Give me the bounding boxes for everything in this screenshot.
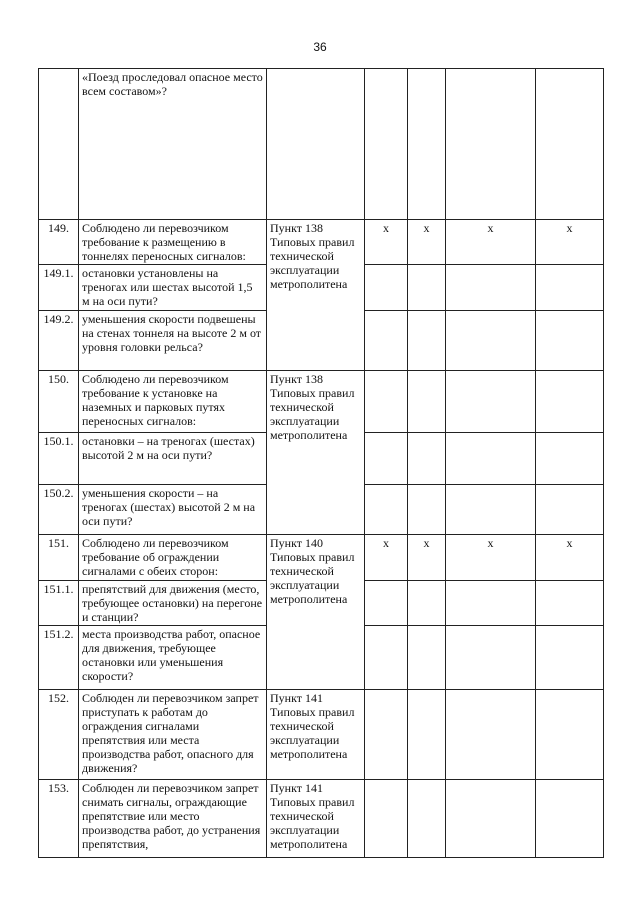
mark-cell (446, 311, 536, 371)
mark-cell: x (446, 220, 536, 265)
mark-cell (446, 69, 536, 220)
legal-basis: Пункт 141 Типовых правил технической эксплуатации метрополитена (267, 780, 365, 858)
mark-cell (536, 626, 604, 690)
mark-cell (408, 433, 446, 485)
mark-cell: x (446, 535, 536, 581)
mark-cell (446, 485, 536, 535)
mark-cell (408, 626, 446, 690)
mark-cell: x (536, 535, 604, 581)
row-number: 150.1. (39, 433, 79, 485)
mark-cell (408, 265, 446, 311)
mark-cell (536, 69, 604, 220)
mark-cell (446, 433, 536, 485)
mark-cell (536, 581, 604, 626)
checklist-table (38, 68, 604, 858)
mark-cell (536, 485, 604, 535)
mark-cell (408, 69, 446, 220)
mark-cell (446, 371, 536, 433)
row-number (39, 69, 79, 220)
question-text: уменьшения скорости подвешены на стенах тоннеля на высоте 2 м от уровня головки рельса? (79, 311, 267, 371)
mark-cell (408, 485, 446, 535)
mark-cell (446, 265, 536, 311)
mark-cell (536, 311, 604, 371)
question-text: Соблюдено ли перевозчиком требование к размещению в тоннелях переносных сигналов: (79, 220, 267, 265)
question-text: места производства работ, опасное для движения, требующее остановки или уменьшения скорости? (79, 626, 267, 690)
question-text: Соблюдено ли перевозчиком требование об ограждении сигналами с обеих сторон: (79, 535, 267, 581)
mark-cell (365, 371, 408, 433)
mark-cell: x (408, 220, 446, 265)
question-text: препятствий для движения (место, требующее остановки) на перегоне и станции? (79, 581, 267, 626)
mark-cell (365, 265, 408, 311)
row-number: 150.2. (39, 485, 79, 535)
mark-cell: x (365, 535, 408, 581)
mark-cell (365, 581, 408, 626)
mark-cell (536, 690, 604, 780)
row-number: 149.2. (39, 311, 79, 371)
table-row (39, 371, 604, 433)
mark-cell (446, 626, 536, 690)
mark-cell (408, 690, 446, 780)
row-number: 150. (39, 371, 79, 433)
mark-cell (536, 780, 604, 858)
legal-basis (267, 69, 365, 220)
mark-cell (446, 780, 536, 858)
row-number: 152. (39, 690, 79, 780)
mark-cell: x (536, 220, 604, 265)
mark-cell: x (408, 535, 446, 581)
question-text: Соблюден ли перевозчиком запрет приступать к работам до ограждения сигналами препятствия или места производства работ, опасного для движения? (79, 690, 267, 780)
mark-cell (446, 581, 536, 626)
row-number: 151.2. (39, 626, 79, 690)
table-row (39, 535, 604, 581)
mark-cell (365, 690, 408, 780)
mark-cell (408, 311, 446, 371)
table-row (39, 690, 604, 780)
legal-basis: Пункт 141 Типовых правил технической эксплуатации метрополитена (267, 690, 365, 780)
row-number: 151. (39, 535, 79, 581)
question-text: Соблюден ли перевозчиком запрет снимать сигналы, ограждающие препятствие или место производства работ, до устранения препятствия, (79, 780, 267, 858)
mark-cell (365, 433, 408, 485)
mark-cell (365, 626, 408, 690)
table-row (39, 780, 604, 858)
row-number: 149. (39, 220, 79, 265)
mark-cell (446, 690, 536, 780)
mark-cell (536, 371, 604, 433)
mark-cell (408, 780, 446, 858)
mark-cell (365, 485, 408, 535)
table-row (39, 220, 604, 265)
mark-cell (536, 265, 604, 311)
question-text: «Поезд проследовал опасное место всем составом»? (79, 69, 267, 220)
mark-cell: x (365, 220, 408, 265)
mark-cell (365, 311, 408, 371)
mark-cell (408, 371, 446, 433)
legal-basis: Пункт 138 Типовых правил технической эксплуатации метрополитена (267, 220, 365, 371)
legal-basis: Пункт 138 Типовых правил технической эксплуатации метрополитена (267, 371, 365, 535)
mark-cell (365, 69, 408, 220)
page-number: 36 (313, 40, 327, 54)
row-number: 151.1. (39, 581, 79, 626)
mark-cell (408, 581, 446, 626)
question-text: Соблюдено ли перевозчиком требование к установке на наземных и парковых путях переносных сигналов: (79, 371, 267, 433)
mark-cell (365, 780, 408, 858)
question-text: остановки – на треногах (шестах) высотой 2 м на оси пути? (79, 433, 267, 485)
mark-cell (536, 433, 604, 485)
legal-basis: Пункт 140 Типовых правил технической эксплуатации метрополитена (267, 535, 365, 690)
question-text: уменьшения скорости – на треногах (шестах) высотой 2 м на оси пути? (79, 485, 267, 535)
row-number: 153. (39, 780, 79, 858)
row-number: 149.1. (39, 265, 79, 311)
table-row (39, 69, 604, 220)
question-text: остановки установлены на треногах или шестах высотой 1,5 м на оси пути? (79, 265, 267, 311)
